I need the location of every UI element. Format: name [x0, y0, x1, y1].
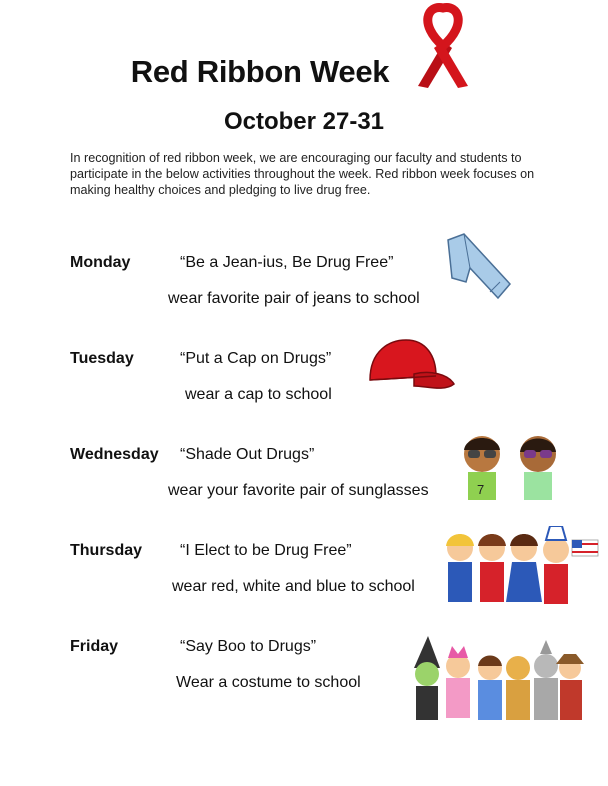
day-label-thursday: Thursday	[70, 542, 143, 559]
patriotic-kids-icon	[440, 526, 604, 614]
red-ribbon-icon	[398, 2, 488, 88]
theme-monday: “Be a Jean-ius, Be Drug Free”	[180, 254, 394, 271]
kids-sunglasses-icon	[458, 432, 564, 500]
theme-thursday: “I Elect to be Drug Free”	[180, 542, 352, 559]
instruction-friday: Wear a costume to school	[176, 674, 361, 691]
day-label-tuesday: Tuesday	[70, 350, 134, 367]
day-label-monday: Monday	[70, 254, 131, 271]
costume-kids-icon	[410, 636, 584, 722]
event-date: October 27-31	[223, 108, 385, 135]
red-cap-icon	[364, 336, 456, 400]
instruction-monday: wear favorite pair of jeans to school	[168, 290, 420, 307]
instruction-wednesday: wear your favorite pair of sunglasses	[168, 482, 429, 499]
instruction-tuesday: wear a cap to school	[185, 386, 332, 403]
theme-wednesday: “Shade Out Drugs”	[180, 446, 315, 463]
day-label-friday: Friday	[70, 638, 119, 655]
day-label-wednesday: Wednesday	[70, 446, 159, 463]
jeans-icon	[440, 232, 516, 304]
intro-paragraph: In recognition of red ribbon week, we are encouraging our faculty and students to participate in the below activities throughout the week. Red ribbon week focuses on making healthy choices and pledging to live drug free.	[70, 151, 535, 197]
theme-friday: “Say Boo to Drugs”	[180, 638, 317, 655]
svg-text:7: 7	[477, 482, 485, 497]
page-title: Red Ribbon Week	[130, 54, 390, 89]
theme-tuesday: “Put a Cap on Drugs”	[180, 350, 332, 367]
instruction-thursday: wear red, white and blue to school	[172, 578, 415, 595]
